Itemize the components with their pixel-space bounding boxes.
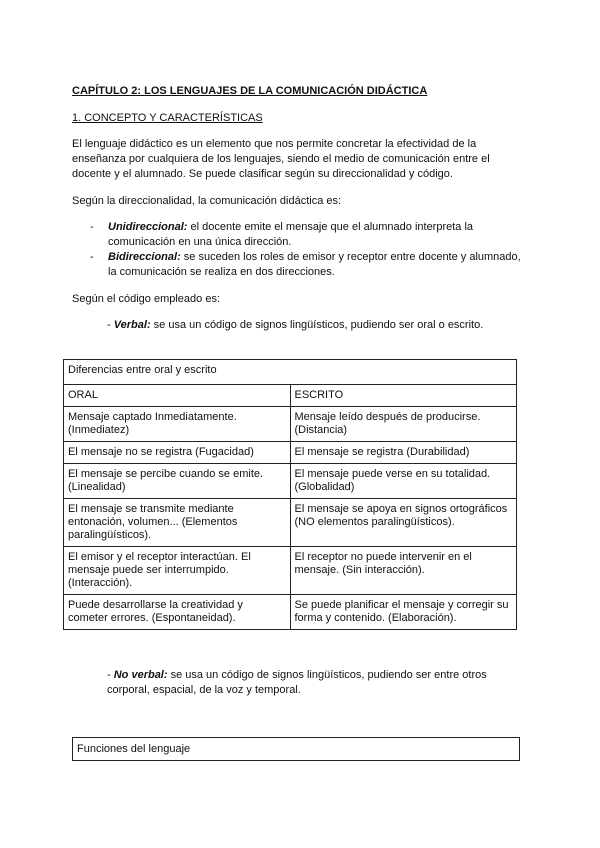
codigo-intro: Según el código empleado es: — [72, 293, 220, 305]
intro-paragraph: El lenguaje didáctico es un elemento que nos permite concretar la efectividad de la enseñanza por cualquiera de los lenguajes, siendo el medio de comunicación entre el docente y el alumnado. Se puede clasificar según su direccionalidad y código. — [72, 138, 490, 180]
list-item-text: el docente emite el mensaje que el alumnado interpreta la comunicación en una única dirección. — [108, 221, 474, 248]
table-cell-escrito: El mensaje puede verse en su totalidad. (Globalidad) — [290, 464, 517, 499]
bullet-dash: - — [90, 251, 94, 263]
table-cell-oral: El mensaje se percibe cuando se emite. (Linealidad) — [64, 464, 291, 499]
verbal-item — [107, 318, 483, 333]
table-header-row — [64, 385, 517, 407]
table-row — [64, 407, 517, 442]
funciones-box: Funciones del lenguaje — [72, 737, 520, 761]
bullet-dash: - — [90, 221, 94, 233]
table-row — [64, 442, 517, 464]
table-cell-oral: Mensaje captado Inmediatamente. (Inmediatez) — [64, 407, 291, 442]
bullet-dash: - — [107, 319, 111, 331]
table-cell-oral: El mensaje no se registra (Fugacidad) — [64, 442, 291, 464]
table-row — [64, 499, 517, 547]
list-item — [72, 250, 528, 280]
table-row — [64, 547, 517, 595]
list-item-term: Bidireccional: — [108, 251, 181, 263]
list-item-term: Unidireccional: — [108, 221, 188, 233]
list-item — [72, 220, 528, 250]
table-cell-escrito: El mensaje se registra (Durabilidad) — [290, 442, 517, 464]
bullet-dash: - — [107, 669, 111, 681]
table-caption: Diferencias entre oral y escrito — [64, 360, 517, 385]
table-caption-row — [64, 360, 517, 385]
table-cell-escrito: Mensaje leído después de producirse. (Distancia) — [290, 407, 517, 442]
table-cell-oral: El emisor y el receptor interactúan. El mensaje puede ser interrumpido. (Interacción). — [64, 547, 291, 595]
column-header-escrito: ESCRITO — [290, 385, 517, 407]
direccionalidad-list — [72, 220, 528, 280]
verbal-text: se usa un código de signos lingüísticos, pudiendo ser oral o escrito. — [150, 319, 484, 331]
table-row — [64, 595, 517, 630]
direccionalidad-intro: Según la direccionalidad, la comunicación didáctica es: — [72, 195, 342, 207]
table-cell-oral: El mensaje se transmite mediante entonación, volumen... (Elementos paralingüísticos). — [64, 499, 291, 547]
column-header-oral: ORAL — [64, 385, 291, 407]
chapter-title: CAPÍTULO 2: LOS LENGUAJES DE LA COMUNICACIÓN DIDÁCTICA — [72, 85, 428, 97]
no-verbal-text: se usa un código de signos lingüísticos, pudiendo ser entre otros corporal, espacial, de la voz y temporal. — [107, 669, 487, 696]
table-cell-escrito: El mensaje se apoya en signos ortográficos (NO elementos paralingüísticos). — [290, 499, 517, 547]
differences-table — [63, 359, 517, 630]
table-row — [64, 464, 517, 499]
table-cell-escrito: Se puede planificar el mensaje y corregir su forma y contenido. (Elaboración). — [290, 595, 517, 630]
verbal-term: Verbal: — [113, 319, 151, 331]
table-cell-escrito: El receptor no puede intervenir en el mensaje. (Sin interacción). — [290, 547, 517, 595]
list-item-text: se suceden los roles de emisor y receptor entre docente y alumnado, la comunicación se realiza en dos direcciones. — [108, 251, 521, 278]
section-title: 1. CONCEPTO Y CARACTERÍSTICAS — [72, 112, 263, 124]
table-cell-oral: Puede desarrollarse la creatividad y cometer errores. (Espontaneidad). — [64, 595, 291, 630]
no-verbal-term: No verbal: — [113, 669, 168, 681]
no-verbal-item — [107, 668, 517, 698]
